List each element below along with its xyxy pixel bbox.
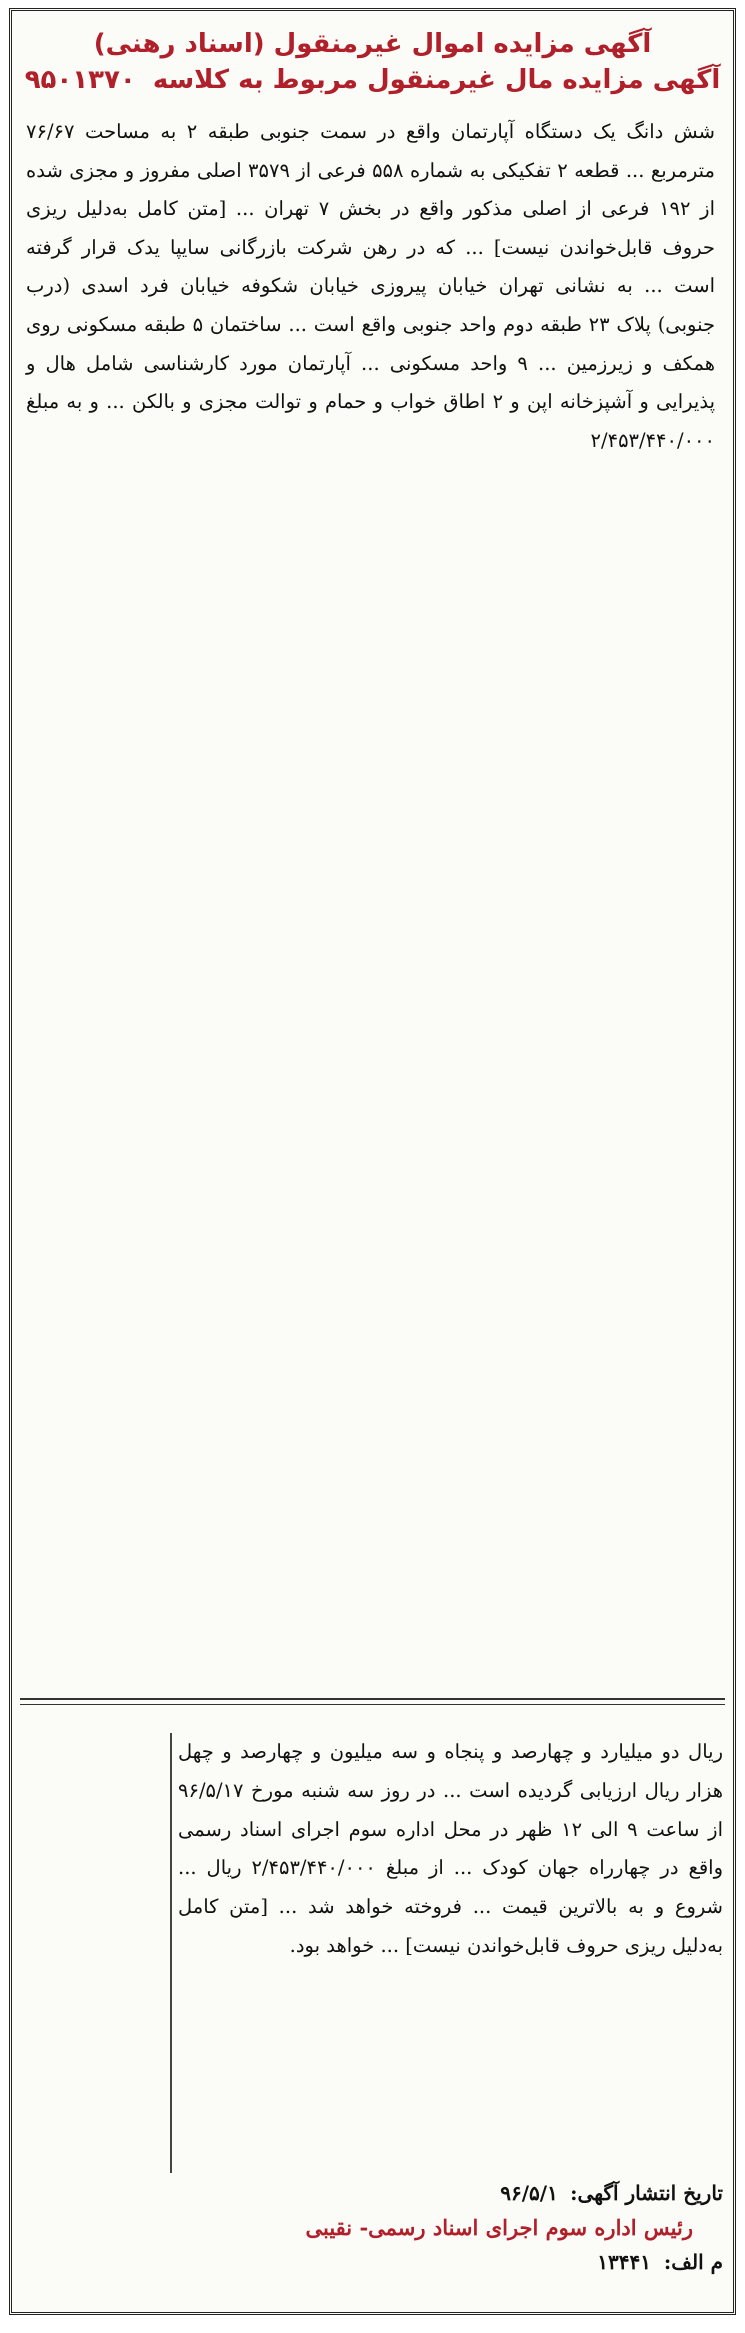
column-divider <box>170 1733 172 2173</box>
notice-header <box>12 11 733 113</box>
notice-body-paragraph-2: ریال دو میلیارد و چهارصد و پنجاه و سه میلیون و چهارصد و چهل هزار ریال ارزیابی گردیده است ... در روز سه شنبه مورخ ۹۶/۵/۱۷ از ساعت ۹ الی ۱۲ ظهر در محل اداره سوم اجرای اسناد رسمی واقع در چهارراه جهان کودک ... از مبلغ ۲/۴۵۳/۴۴۰/۰۰۰ ریال ... شروع و به بالاترین قیمت ... فروخته خواهد شد ... [متن کامل به‌دلیل ریزی حروف قابل‌خواندن نیست] ... خواهد بود. <box>178 1740 723 1957</box>
publish-date-label: تاریخ انتشار آگهی: <box>570 2181 723 2205</box>
notice-subtitle <box>22 65 723 95</box>
reference-label: م الف: <box>663 2250 723 2274</box>
notice-title: آگهی مزایده اموال غیرمنقول (اسناد رهنی) <box>93 29 652 59</box>
reference-row <box>178 2250 723 2274</box>
publish-date-row <box>178 2181 723 2205</box>
notice-body-paragraph-1: شش دانگ یک دستگاه آپارتمان واقع در سمت جنوبی طبقه ۲ به مساحت ۷۶/۶۷ مترمربع ... قطعه ۲ تفکیکی به شماره ۵۵۸ فرعی از ۳۵۷۹ اصلی مفروز و مجزی شده از ۱۹۲ فرعی از اصلی مذکور واقع در بخش ۷ تهران ... [متن کامل به‌دلیل ریزی حروف قابل‌خواندن نیست] ... که در رهن شرکت بازرگانی سایپا یدک قرار گرفته است ... به نشانی تهران خیابان پیروزی خیابان شکوفه خیابان فرد اسدی (درب جنوبی) پلاک ۲۳ طبقه دوم واحد جنوبی واقع است ... ساختمان ۵ طبقه مسکونی روی همکف و زیرزمین ... ۹ واحد مسکونی ... آپارتمان مورد کارشناسی شامل هال و پذیرایی و آشپزخانه اپن و ۲ اطاق خواب و حمام و توالت مجزی و بالکن ... و به مبلغ ۲/۴۵۳/۴۴۰/۰۰۰ <box>26 120 716 452</box>
notice-footer <box>178 2181 723 2274</box>
reference-code: ۱۳۴۴۱ <box>597 2250 651 2274</box>
publish-date-value: ۹۶/۵/۱ <box>500 2181 558 2205</box>
notice-page <box>9 8 736 2315</box>
notice-subtitle-text: آگهی مزایده مال غیرمنقول مربوط به کلاسه <box>152 65 721 95</box>
file-number: ۹۵۰۱۳۷۰ <box>24 65 136 95</box>
signature: رئیس اداره سوم اجرای اسناد رسمی- نقیبی <box>305 2215 693 2240</box>
section-divider <box>20 1698 725 1705</box>
